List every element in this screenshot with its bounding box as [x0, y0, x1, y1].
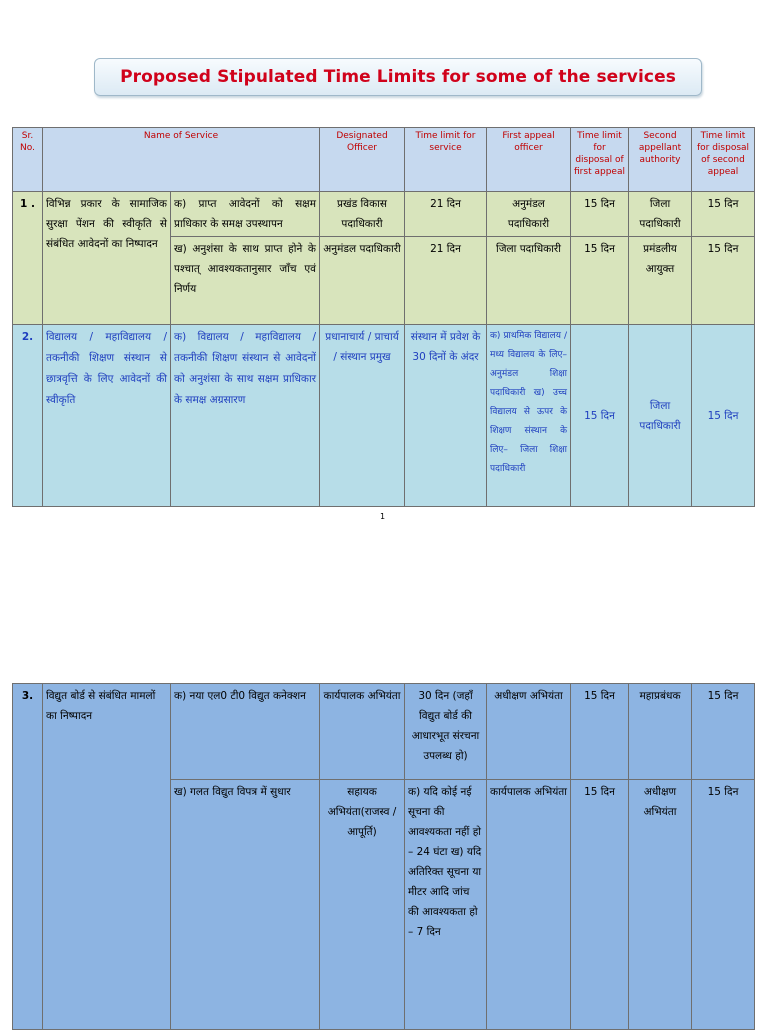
title-box	[94, 58, 702, 96]
header-sr: Sr. No.	[13, 128, 43, 192]
row1a-officer: प्रखंड विकास पदाधिकारी	[320, 192, 405, 237]
row3-sr: 3.	[13, 684, 43, 1030]
header-appeal: First appeal officer	[487, 128, 571, 192]
row1b-disposal: 15 दिन	[571, 237, 629, 325]
row1a-second-time: 15 दिन	[692, 192, 755, 237]
row3b-officer: सहायक अभियंता(राजस्व / आपूर्ति)	[320, 780, 405, 1030]
row2-disposal: 15 दिन	[571, 325, 629, 507]
row3a-second-time: 15 दिन	[692, 684, 755, 780]
row3a-disposal: 15 दिन	[571, 684, 629, 780]
row3a-appeal: अधीक्षण अभियंता	[487, 684, 571, 780]
services-table-2	[12, 683, 755, 1030]
header-second: Second appellant authority	[629, 128, 692, 192]
services-table-1	[12, 127, 755, 507]
row1b-appeal: जिला पदाधिकारी	[487, 237, 571, 325]
header-time: Time limit for service	[405, 128, 487, 192]
header-row	[13, 128, 755, 192]
row2-name: विद्यालय / महाविद्यालय / तकनीकी शिक्षण संस्थान से छात्रवृत्ति के लिए आवेदनों की स्वीकृति	[43, 325, 171, 507]
row3b-appeal: कार्यपालक अभियंता	[487, 780, 571, 1030]
table-row	[13, 325, 755, 507]
header-second-time: Time limit for disposal of second appeal	[692, 128, 755, 192]
row2-time: संस्थान में प्रवेश के 30 दिनों के अंदर	[405, 325, 487, 507]
row2-appeal: क) प्राथमिक विद्यालय / मध्य विद्यालय के लिए– अनुमंडल शिक्षा पदाधिकारी ख) उच्च विद्यालय से ऊपर के शिक्षण संस्थान के लिए– जिला शिक्षा पदाधिकारी	[487, 325, 571, 507]
row1a-second: जिला पदाधिकारी	[629, 192, 692, 237]
page-number: 1	[380, 512, 386, 521]
row1a-disposal: 15 दिन	[571, 192, 629, 237]
row1b-second-time: 15 दिन	[692, 237, 755, 325]
row3b-time: क) यदि कोई नई सूचना की आवश्यकता नहीं हो – 24 घंटा ख) यदि अतिरिक्त सूचना या मीटर आदि जांच की आवश्यकता हो – 7 दिन	[405, 780, 487, 1030]
header-disposal: Time limit for disposal of first appeal	[571, 128, 629, 192]
row1b-time: 21 दिन	[405, 237, 487, 325]
row1a-appeal: अनुमंडल पदाधिकारी	[487, 192, 571, 237]
row3a-time: 30 दिन (जहाँ विद्युत बोर्ड की आधारभूत संरचना उपलब्ध हो)	[405, 684, 487, 780]
row3b-sub: ख) गलत विद्युत विपत्र में सुधार	[171, 780, 320, 1030]
row3b-disposal: 15 दिन	[571, 780, 629, 1030]
row2-officer: प्रधानाचार्य / प्राचार्य / संस्थान प्रमुख	[320, 325, 405, 507]
row3a-officer: कार्यपालक अभियंता	[320, 684, 405, 780]
row1b-officer: अनुमंडल पदाधिकारी	[320, 237, 405, 325]
row1-sr: 1 .	[13, 192, 43, 325]
row1-name: विभिन्न प्रकार के सामाजिक सुरक्षा पेंशन की स्वीकृति से संबंधित आवेदनों का निष्पादन	[43, 192, 171, 325]
row3b-second: अधीक्षण अभियंता	[629, 780, 692, 1030]
row1a-sub: क) प्राप्त आवेदनों को सक्षम प्राधिकार के समक्ष उपस्थापन	[171, 192, 320, 237]
table-row	[13, 684, 755, 780]
page-title: Proposed Stipulated Time Limits for some of the services	[120, 67, 676, 87]
row3a-second: महाप्रबंधक	[629, 684, 692, 780]
row3a-sub: क) नया एल0 टी0 विद्युत कनेक्शन	[171, 684, 320, 780]
row2-second-time: 15 दिन	[692, 325, 755, 507]
header-name: Name of Service	[43, 128, 320, 192]
row2-second: जिला पदाधिकारी	[629, 325, 692, 507]
row1b-second: प्रमंडलीय आयुक्त	[629, 237, 692, 325]
row1a-time: 21 दिन	[405, 192, 487, 237]
row1b-sub: ख) अनुशंसा के साथ प्राप्त होने के पश्चात् आवश्यकतानुसार जाँच एवं निर्णय	[171, 237, 320, 325]
row2-sr: 2.	[13, 325, 43, 507]
row2-sub: क) विद्यालय / महाविद्यालय / तकनीकी शिक्षण संस्थान से आवेदनों को अनुशंसा के साथ सक्षम प्राधिकार के समक्ष अग्रसारण	[171, 325, 320, 507]
table-row	[13, 192, 755, 237]
header-officer: Designated Officer	[320, 128, 405, 192]
row3-name: विद्युत बोर्ड से संबंधित मामलों का निष्पादन	[43, 684, 171, 1030]
row3b-second-time: 15 दिन	[692, 780, 755, 1030]
